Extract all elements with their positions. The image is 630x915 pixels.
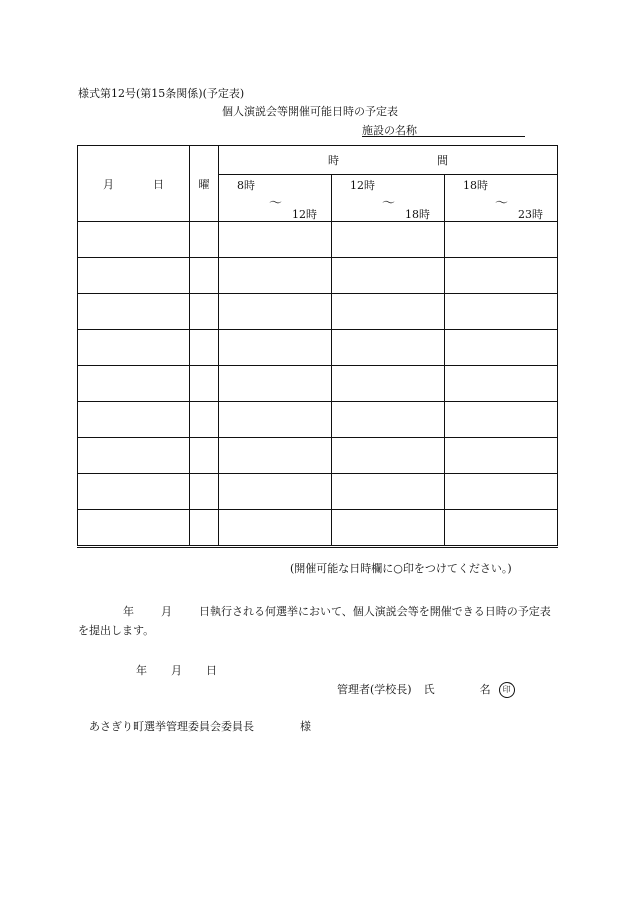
table-row (78, 438, 558, 474)
slot-from: 12時 (350, 179, 375, 192)
slot-cell[interactable] (219, 510, 332, 547)
date-cell[interactable] (78, 402, 190, 438)
slot-cell[interactable] (332, 330, 445, 366)
instruction-note: (開催可能な日時欄に○印をつけてください。) (290, 562, 512, 575)
slot-cell[interactable] (445, 438, 558, 474)
statement-month: 月 (161, 605, 172, 618)
table-row (78, 222, 558, 258)
date-year: 年 (136, 664, 147, 677)
slot-from: 18時 (463, 179, 488, 192)
schedule-table (77, 145, 558, 548)
weekday-cell[interactable] (190, 438, 219, 474)
table-row (78, 330, 558, 366)
slot-cell[interactable] (445, 366, 558, 402)
time-label-1: 時 (328, 154, 339, 167)
document-title: 個人演説会等開催可能日時の予定表 (222, 105, 398, 118)
time-label-2: 間 (437, 154, 449, 167)
slot-cell[interactable] (332, 510, 445, 547)
date-cell[interactable] (78, 366, 190, 402)
date-day: 日 (206, 664, 217, 677)
weekday-cell[interactable] (190, 474, 219, 510)
table-row (78, 258, 558, 294)
month-day-header (78, 146, 190, 222)
slot-cell[interactable] (219, 366, 332, 402)
addressee (89, 718, 311, 734)
date-cell[interactable] (78, 222, 190, 258)
table-row (78, 474, 558, 510)
weekday-cell[interactable] (190, 294, 219, 330)
weekday-cell[interactable] (190, 330, 219, 366)
slot-cell[interactable] (219, 474, 332, 510)
table-row (78, 510, 558, 547)
slot-tilde: ～ (495, 196, 509, 211)
slot-cell[interactable] (332, 258, 445, 294)
statement-year: 年 (123, 605, 134, 618)
slot-cell[interactable] (332, 474, 445, 510)
slot-to: 12時 (292, 208, 317, 221)
slot-cell[interactable] (219, 330, 332, 366)
manager-signature (337, 681, 515, 698)
slot-cell[interactable] (332, 438, 445, 474)
weekday-cell[interactable] (190, 510, 219, 547)
weekday-header (190, 146, 219, 222)
day-label: 日 (153, 177, 164, 191)
slot-afternoon (332, 175, 445, 222)
date-cell[interactable] (78, 294, 190, 330)
statement-paragraph (78, 602, 556, 640)
statement-text: 日執行される何選挙において、個人演説会等を開催できる日時の予定表を提出します。 (78, 605, 551, 637)
slot-tilde: ～ (269, 196, 283, 211)
slot-to: 23時 (518, 208, 544, 221)
header-row (78, 146, 558, 175)
weekday-cell[interactable] (190, 258, 219, 294)
weekday-label: 曜 (198, 177, 210, 191)
manager-label: 管理者(学校長) (337, 683, 412, 696)
slot-cell[interactable] (332, 222, 445, 258)
weekday-cell[interactable] (190, 366, 219, 402)
submission-date (136, 662, 217, 678)
slot-cell[interactable] (332, 366, 445, 402)
date-cell[interactable] (78, 510, 190, 547)
slot-cell[interactable] (445, 510, 558, 547)
name-label-1: 氏 (423, 683, 435, 696)
slot-cell[interactable] (332, 294, 445, 330)
slot-cell[interactable] (445, 402, 558, 438)
facility-name-field (362, 122, 525, 137)
date-month: 月 (171, 664, 182, 677)
slot-to: 18時 (405, 208, 430, 221)
date-cell[interactable] (78, 438, 190, 474)
slot-evening (445, 175, 558, 222)
addressee-name: あさぎり町選挙管理委員会委員長 (89, 720, 254, 733)
slot-cell[interactable] (219, 222, 332, 258)
table-row (78, 402, 558, 438)
slot-cell[interactable] (445, 330, 558, 366)
weekday-cell[interactable] (190, 402, 219, 438)
addressee-honorific: 様 (300, 720, 311, 733)
slot-cell[interactable] (332, 402, 445, 438)
slot-cell[interactable] (219, 294, 332, 330)
facility-label: 施設の名称 (362, 124, 417, 137)
time-header (219, 146, 558, 175)
table-row (78, 294, 558, 330)
slot-from: 8時 (237, 179, 255, 192)
slot-cell[interactable] (219, 438, 332, 474)
table-row (78, 366, 558, 402)
slot-cell[interactable] (445, 474, 558, 510)
date-cell[interactable] (78, 330, 190, 366)
date-cell[interactable] (78, 474, 190, 510)
slot-cell[interactable] (445, 222, 558, 258)
weekday-cell[interactable] (190, 222, 219, 258)
slot-cell[interactable] (445, 294, 558, 330)
form-number: 様式第12号(第15条関係)(予定表) (78, 87, 245, 100)
slot-morning (219, 175, 332, 222)
date-cell[interactable] (78, 258, 190, 294)
slot-cell[interactable] (445, 258, 558, 294)
slot-cell[interactable] (219, 258, 332, 294)
slot-tilde: ～ (382, 196, 396, 211)
month-label: 月 (103, 177, 114, 191)
name-label-2: 名 (479, 683, 491, 696)
slot-cell[interactable] (219, 402, 332, 438)
seal-icon: 印 (499, 682, 515, 698)
